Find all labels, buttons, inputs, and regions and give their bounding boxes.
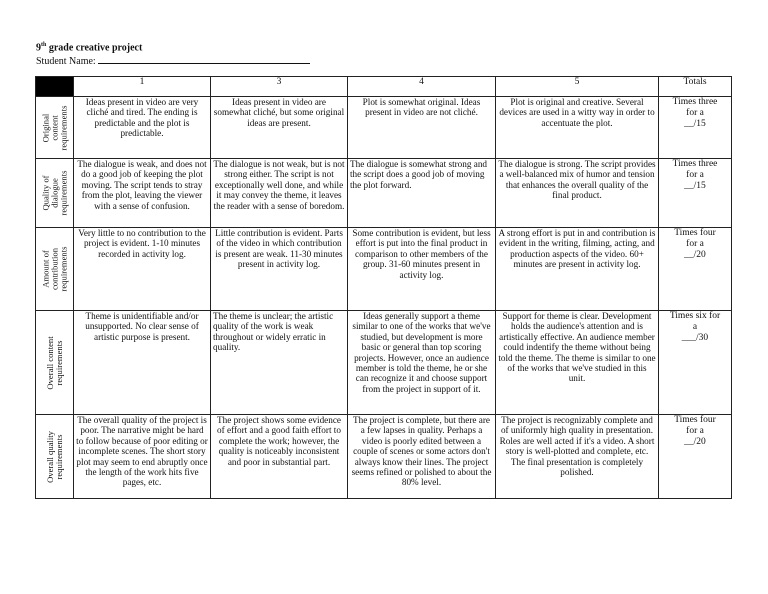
table-row	[36, 97, 732, 159]
score-cell: Little contribution is evident. Parts of the video in which contribution is present are weak. 11-30 minutes present in activity log.	[211, 228, 348, 311]
criterion-label: Overall quality requirements	[36, 415, 74, 499]
corner-cell	[36, 77, 74, 97]
column-header: 5	[496, 77, 659, 97]
score-cell: The dialogue is strong. The script provides a well-balanced mix of humor and tension that enhances the overall quality of the final product.	[496, 159, 659, 228]
score-cell: Plot is somewhat original. Ideas present in video are not cliché.	[348, 97, 496, 159]
total-cell[interactable]: Times three for a __/15	[659, 97, 732, 159]
score-cell: The dialogue is not weak, but is not strong either. The script is not exceptionally well done, and while it may convey the theme, it leaves the reader with a sense of boredom.	[211, 159, 348, 228]
total-cell[interactable]: Times three for a __/15	[659, 159, 732, 228]
table-row	[36, 415, 732, 499]
score-cell: Some contribution is evident, but less effort is put into the final product in comparison to other members of the group. 31-60 minutes present in activity log.	[348, 228, 496, 311]
score-cell: Ideas present in video are very cliché and tired. The ending is predictable and the plot is predictable.	[74, 97, 211, 159]
score-cell: Ideas present in video are somewhat cliché, but some original ideas are present.	[211, 97, 348, 159]
student-name-line	[36, 54, 310, 67]
score-cell: The project is complete, but there are a few lapses in quality. Perhaps a video is poorly edited between a couple of scenes or some actors don't always know their lines. The project seems refined or polished to about the 80% level.	[348, 415, 496, 499]
criterion-label: Original content requirements	[36, 97, 74, 159]
total-cell[interactable]: Times four for a __/20	[659, 415, 732, 499]
score-cell: Support for theme is clear. Development holds the audience's attention and is artistically effective. An audience member could indentify the theme without being told the theme. The theme is similar to one of the works that we've studied in this unit.	[496, 311, 659, 415]
score-cell: The dialogue is somewhat strong and the script does a good job of moving the plot forward.	[348, 159, 496, 228]
total-cell[interactable]: Times six for a ___/30	[659, 311, 732, 415]
column-header: 4	[348, 77, 496, 97]
student-name-blank[interactable]	[98, 54, 310, 64]
column-header-totals: Totals	[659, 77, 732, 97]
total-cell[interactable]: Times four for a __/20	[659, 228, 732, 311]
table-row	[36, 311, 732, 415]
criterion-label: Amount of contribution requirements	[36, 228, 74, 311]
score-cell: The theme is unclear; the artistic quality of the work is weak throughout or widely erratic in quality.	[211, 311, 348, 415]
score-cell: The project shows some evidence of effort and a good faith effort to complete the work; however, the quality is noticeably inconsistent and poor in substantial part.	[211, 415, 348, 499]
column-header: 1	[74, 77, 211, 97]
score-cell: A strong effort is put in and contribution is evident in the writing, filming, acting, and production aspects of the video. 60+ minutes are present in activity log.	[496, 228, 659, 311]
table-row	[36, 228, 732, 311]
page-title: 9th grade creative project	[36, 42, 143, 54]
score-cell: The project is recognizably complete and of uniformly high quality in presentation. Roles are well acted if it's a video. A short story is well-plotted and complete, etc. The final presentation is completely polished.	[496, 415, 659, 499]
score-cell: Theme is unidentifiable and/or unsupported. No clear sense of artistic purpose is present.	[74, 311, 211, 415]
criterion-label: Overall content requirements	[36, 311, 74, 415]
score-cell: Plot is original and creative. Several devices are used in a witty way in order to accentuate the plot.	[496, 97, 659, 159]
header-row	[36, 77, 732, 97]
score-cell: The overall quality of the project is poor. The narrative might be hard to follow because of poor editing or incomplete scenes. The short story plot may seem to end abruptly once the length of the work hits five pages, etc.	[74, 415, 211, 499]
criterion-label: Quality of dialogue requirements	[36, 159, 74, 228]
rubric-table	[35, 76, 732, 499]
score-cell: Ideas generally support a theme similar to one of the works that we've studied, but development is more basic or general than top scoring projects. However, once an audience member is told the theme, he or she can recognize it and choose support from the project in support of it.	[348, 311, 496, 415]
column-header: 3	[211, 77, 348, 97]
score-cell: The dialogue is weak, and does not do a good job of keeping the plot moving. The script tends to stray from the plot, leaving the viewer with a sense of confusion.	[74, 159, 211, 228]
student-name-label: Student Name:	[36, 56, 99, 67]
table-row	[36, 159, 732, 228]
score-cell: Very little to no contribution to the project is evident. 1-10 minutes recorded in activity log.	[74, 228, 211, 311]
